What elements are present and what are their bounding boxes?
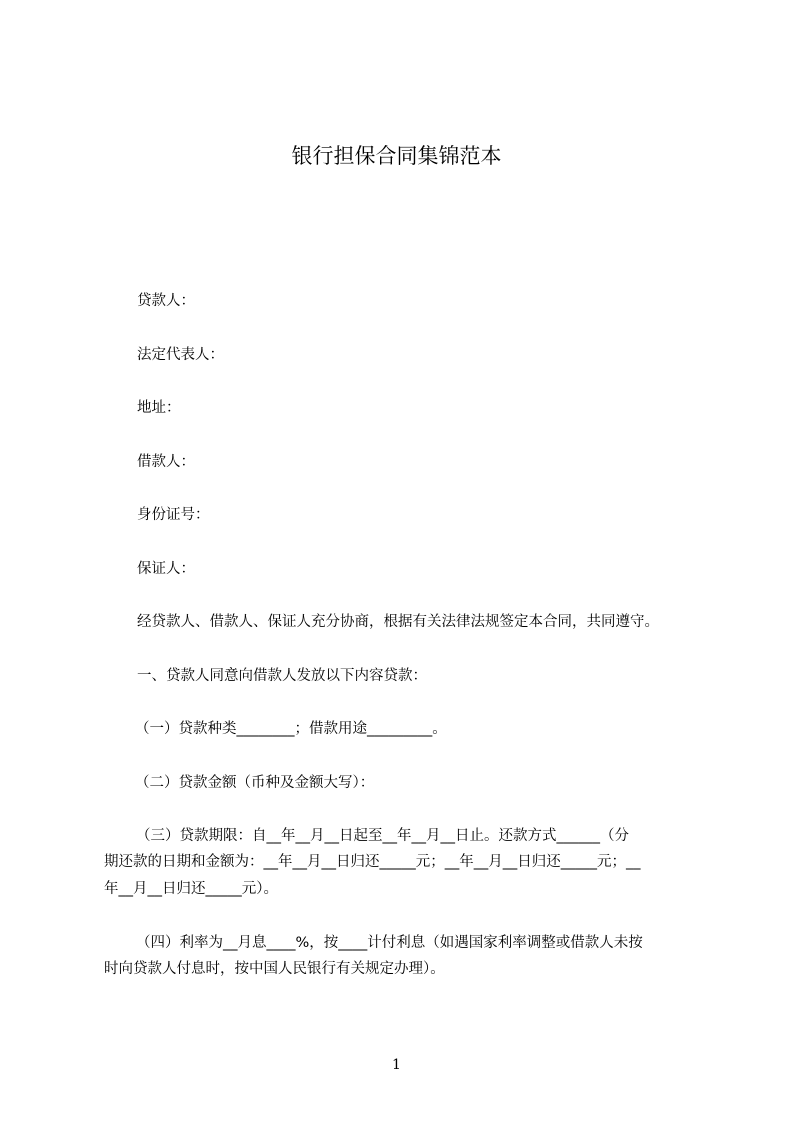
clause-1-item-loan-term-line: （三）贷款期限：自__年__月__日起至__年__月__日止。还款方式______（分 — [136, 828, 629, 844]
preamble-paragraph: 经贷款人、借款人、保证人充分协商，根据有关法律法规签定本合同，共同遵守。 — [137, 614, 659, 630]
field-address: 地址： — [137, 400, 181, 416]
clause-1-item-loan-type: （一）贷款种类________；借款用途_________。 — [135, 721, 447, 737]
clause-1-item-loan-term-line: 期还款的日期和金额为：__年__月__日归还_____元；__年__月__日归还_____元；__ — [104, 854, 641, 870]
clause-1-item-interest-line: （四）利率为__月息____%，按____计付利息（如遇国家利率调整或借款人未按 — [136, 935, 643, 951]
clause-1-heading: 一、贷款人同意向借款人发放以下内容贷款： — [137, 668, 427, 684]
document-title: 银行担保合同集锦范本 — [291, 144, 502, 168]
field-lender: 贷款人： — [137, 293, 195, 309]
clause-1-item-interest-line: 时向贷款人付息时，按中国人民银行有关规定办理）。 — [104, 961, 445, 977]
field-id-number: 身份证号： — [137, 507, 210, 523]
field-borrower: 借款人： — [137, 454, 195, 470]
field-guarantor: 保证人： — [137, 561, 195, 577]
field-legal-representative: 法定代表人： — [137, 347, 224, 363]
clause-1-item-loan-term-line: 年__月__日归还_____元）。 — [104, 881, 278, 897]
clause-1-item-loan-amount: （二）贷款金额（币种及金额大写）： — [135, 775, 375, 791]
page-number: 1 — [392, 1057, 401, 1073]
